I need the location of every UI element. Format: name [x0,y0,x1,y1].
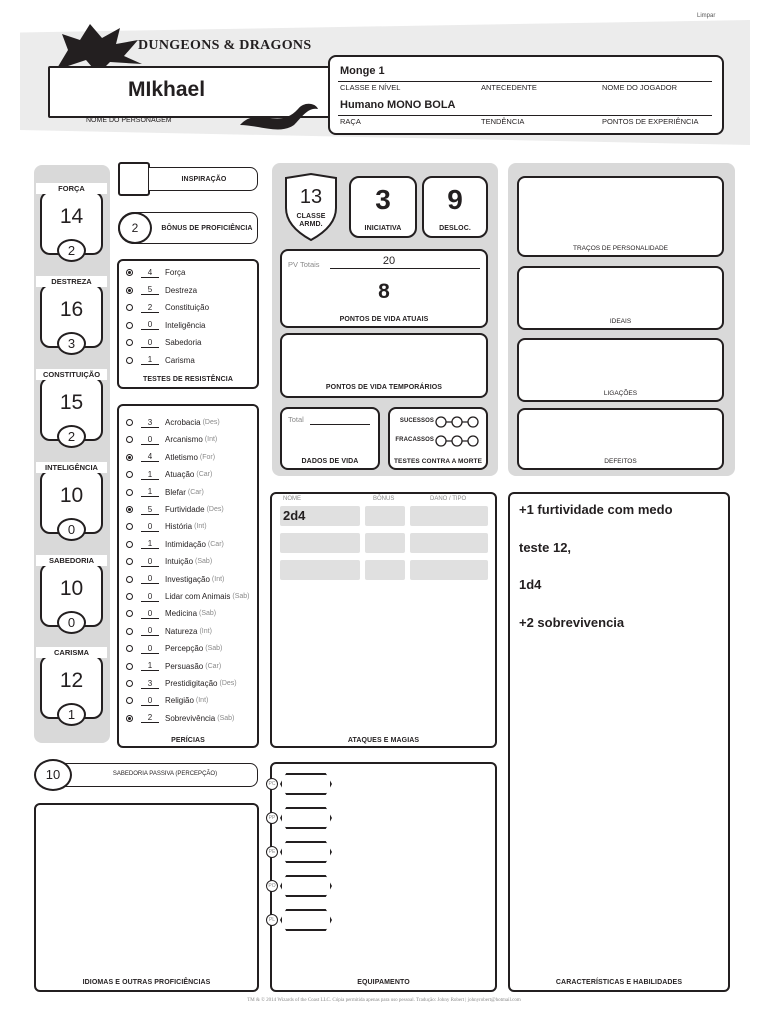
attack-damage[interactable] [410,533,488,553]
proficiency-dot[interactable] [126,628,133,635]
skill-value[interactable]: 5 [141,505,159,515]
skill-row[interactable] [126,466,212,483]
languages-title: IDIOMAS E OUTRAS PROFICIÊNCIAS [82,979,211,986]
ability-modifier[interactable]: 0 [57,518,86,541]
skill-value[interactable]: 0 [141,522,159,532]
skill-label: Investigação [165,574,210,584]
attack-damage[interactable] [410,560,488,580]
attack-bonus[interactable] [365,560,405,580]
initiative-value[interactable]: 3 [375,184,391,215]
player-name-label: NOME DO JOGADOR [602,83,678,92]
ability-name: SABEDORIA [36,555,107,566]
current-hp-value[interactable]: 8 [378,280,390,303]
skill-ability: (Car) [205,662,222,670]
personality-label: TRAÇOS DE PERSONALIDADE [573,245,668,252]
skill-row[interactable] [126,414,220,431]
skill-value[interactable]: 3 [141,418,159,428]
armor-class-value[interactable]: 13 [299,186,323,208]
death-success-3 [468,417,478,427]
death-saves-circles [435,414,479,450]
saving-throw-row[interactable] [126,264,185,281]
attack-bonus[interactable] [365,506,405,526]
saving-throw-label: Constituição [165,303,210,312]
skill-value[interactable]: 1 [141,539,159,549]
saving-throw-value[interactable]: 5 [141,285,159,295]
skill-ability: (Des) [202,419,220,426]
skill-label: Arcanismo [165,435,203,445]
character-name[interactable]: MIkhael [128,78,206,101]
proficiency-value[interactable]: 2 [118,212,152,244]
proficiency-dot[interactable] [126,523,133,530]
equipment-title: EQUIPAMENTO [357,979,410,986]
skill-ability: (Sab) [199,610,217,618]
inspiration-checkbox[interactable] [118,162,150,196]
features-title: CARACTERÍSTICAS E HABILIDADES [555,979,683,986]
saving-throw-value[interactable]: 2 [141,303,159,313]
attack-bonus-header: BÔNUS [373,496,395,502]
attack-damage-header: DANO / TIPO [430,496,467,502]
skill-label: Lidar com Animais [165,592,231,601]
skill-ability: (Sab) [232,593,250,600]
skills-list [126,414,256,726]
skill-row[interactable] [126,658,221,675]
skill-row[interactable] [126,710,234,727]
skill-ability: (Sab) [205,645,223,653]
skill-value[interactable]: 2 [141,713,159,723]
ability-5 [40,647,103,731]
saving-throw-row[interactable] [126,282,197,299]
skill-row[interactable] [126,431,217,448]
info-line [338,115,712,116]
death-success-2 [452,417,462,427]
proficiency-dot[interactable] [126,454,133,461]
proficiency-dot[interactable] [126,269,133,276]
skill-row[interactable] [126,675,237,692]
skill-value[interactable]: 0 [141,644,159,654]
saving-throw-label: Sabedoria [165,338,202,347]
speed-value[interactable]: 9 [447,184,463,215]
background-label: ANTECEDENTE [481,83,537,92]
saving-throw-row[interactable] [126,317,205,334]
personality-label: DEFEITOS [604,458,637,465]
feature-line: teste 12, [519,539,572,555]
skill-label: Atuação [165,470,195,480]
feature-line: +2 sobrevivencia [519,614,625,630]
attacks-title: ATAQUES E MAGIAS [347,737,420,744]
skill-value[interactable]: 0 [141,557,159,567]
alignment-label: TENDÊNCIA [481,117,525,126]
passive-perception-value[interactable]: 10 [34,759,72,791]
ability-score[interactable]: 14 [59,205,84,228]
skill-label: Acrobacia [165,418,201,427]
initiative-label: INICIATIVA [364,225,402,232]
ability-2 [40,369,103,453]
skill-row[interactable] [126,571,224,588]
saving-throw-row[interactable] [126,299,209,316]
proficiency-dot[interactable] [126,593,133,600]
skill-value[interactable]: 0 [141,435,159,445]
ability-name: DESTREZA [36,276,107,287]
skill-ability: (Car) [187,488,204,496]
skill-ability: (Sab) [217,714,235,722]
speed-label: DESLOC. [439,225,471,232]
proficiency-dot[interactable] [126,339,133,346]
skill-label: Furtividade [165,505,205,514]
xp-label: PONTOS DE EXPERIÊNCIA [602,117,699,126]
skill-ability: (For) [199,453,216,461]
class-level-label: CLASSE E NÍVEL [340,83,401,92]
death-failure-3 [468,436,478,446]
skill-row[interactable] [126,449,215,466]
death-failure-2 [452,436,462,446]
saving-throw-value[interactable]: 0 [141,338,159,348]
languages-box[interactable] [34,803,259,992]
ability-0 [40,183,103,267]
ability-name: INTELIGÊNCIA [36,462,107,473]
skill-row[interactable] [126,484,204,501]
saving-throws-list [126,264,256,369]
coin-label: PL [266,914,278,926]
ability-modifier[interactable]: 0 [57,611,86,634]
skill-row[interactable] [126,640,222,657]
death-saves-label: TESTES CONTRA A MORTE [393,458,483,465]
proficiency-dot[interactable] [126,506,133,513]
coin-slot-pc[interactable] [280,773,332,795]
skill-row[interactable] [126,588,249,605]
proficiency-dot[interactable] [126,576,133,583]
skill-ability: (Car) [196,471,213,479]
coin-label: PC [266,778,278,790]
coin-slot-pl[interactable] [280,909,332,931]
proficiency-dot[interactable] [126,645,133,652]
saving-throw-label: Carisma [165,355,195,365]
skill-value[interactable]: 4 [141,452,159,462]
skill-label: Intuição [165,557,194,567]
info-line [338,81,712,82]
proficiency-label: BÔNUS DE PROFICIÊNCIA [161,225,253,232]
ability-score[interactable]: 10 [59,484,84,507]
proficiency-dot[interactable] [126,436,133,443]
skill-ability: (Int) [199,627,212,635]
hit-dice-label: DADOS DE VIDA [301,458,359,465]
skill-row[interactable] [126,501,224,518]
skill-label: Religião [165,696,194,706]
skill-ability: (Int) [194,523,207,531]
ability-score[interactable]: 15 [59,391,84,414]
skill-row[interactable] [126,623,212,640]
hit-dice-total-line [310,424,370,425]
skill-label: Persuasão [165,661,204,671]
ability-name: CARISMA [36,647,107,658]
skill-ability: (Sab) [195,558,213,566]
skill-value[interactable]: 0 [141,609,159,619]
saving-throw-label: Força [165,268,186,277]
footer-copyright: TM & © 2014 Wizards of the Coast LLC. Cópia permitida apenas para uso pessoal. Tradução: Johny Robert | johnyrobert@hotmail.com [247,998,521,1003]
skill-row[interactable] [126,605,216,622]
saving-throw-label: Inteligência [165,320,206,330]
proficiency-dot[interactable] [126,489,133,496]
clear-link[interactable]: Limpar [697,13,716,19]
attack-bonus[interactable] [365,533,405,553]
attacks-box [270,492,497,748]
proficiency-dot[interactable] [126,610,133,617]
death-success-1 [436,417,446,427]
dragon-tail-icon [238,95,320,135]
race-value[interactable]: Humano MONO BOLA [340,99,456,111]
death-saves-failures-label: FRACASSOS [395,437,434,443]
armor-class-label-line2: ARMD. [299,221,323,228]
feature-line: 1d4 [519,577,542,592]
class-level-value[interactable]: Monge 1 [340,65,385,77]
current-hp-label: PONTOS DE VIDA ATUAIS [339,316,429,323]
proficiency-dot[interactable] [126,663,133,670]
proficiency-dot[interactable] [126,558,133,565]
skill-label: Intimidação [165,539,206,549]
hit-dice-total-label: Total [288,415,304,424]
ability-score[interactable]: 12 [59,669,84,692]
armor-class-label-line1: CLASSE [296,213,326,220]
skill-ability: (Des) [206,506,224,513]
skill-label: Blefar [165,487,186,497]
proficiency-dot[interactable] [126,715,133,722]
saving-throw-value[interactable]: 4 [141,268,159,278]
max-hp-line [330,268,480,269]
ability-1 [40,276,103,360]
skill-row[interactable] [126,692,208,709]
proficiency-dot[interactable] [126,419,133,426]
max-hp-value[interactable]: 20 [382,255,396,267]
ability-name: CONSTITUIÇÃO [36,369,107,380]
attack-name[interactable] [280,533,360,553]
death-failure-1 [436,436,446,446]
death-saves-successes-label: SUCESSOS [399,418,434,424]
ability-name: FORÇA [36,183,107,194]
coin-label: PO [266,880,278,892]
ability-modifier[interactable]: 2 [57,425,86,448]
saving-throws-title: TESTES DE RESISTÊNCIA [142,376,233,383]
saving-throw-label: Destreza [165,285,198,295]
skill-label: Percepção [165,644,204,654]
attack-name[interactable]: 2d4 [280,506,360,526]
personality-label: IDEAIS [609,318,632,325]
coin-slot-pp[interactable] [280,807,332,829]
brand-logo: DUNGEONS & DRAGONS [138,38,312,53]
skill-label: Natureza [165,626,198,636]
proficiency-dot[interactable] [126,541,133,548]
skill-value[interactable]: 0 [141,626,159,636]
skill-value[interactable]: 1 [141,487,159,497]
saving-throw-value[interactable]: 1 [141,355,159,365]
proficiency-dot[interactable] [126,471,133,478]
ability-modifier[interactable]: 1 [57,703,86,726]
ability-score[interactable]: 10 [59,577,84,600]
skill-label: Sobrevivência [165,713,216,723]
skill-value[interactable]: 1 [141,470,159,480]
character-name-label: NOME DO PERSONAGEM [86,117,172,124]
attack-name[interactable] [280,560,360,580]
skill-ability: (Des) [219,680,237,687]
attack-damage[interactable] [410,506,488,526]
ability-4 [40,555,103,639]
skill-row[interactable] [126,553,212,570]
saving-throw-row[interactable] [126,352,195,369]
inspiration-label: INSPIRAÇÃO [181,176,227,183]
ability-modifier[interactable]: 3 [57,332,86,355]
skills-title: PERÍCIAS [171,737,205,744]
skill-label: Prestidigitação [165,679,218,688]
coin-label: PE [266,846,278,858]
proficiency-dot[interactable] [126,287,133,294]
skill-value[interactable]: 0 [141,574,159,584]
max-hp-label: PV Totais [288,260,320,269]
proficiency-dot[interactable] [126,697,133,704]
ability-score[interactable]: 16 [59,298,84,321]
ability-3 [40,462,103,546]
proficiency-dot[interactable] [126,680,133,687]
proficiency-dot[interactable] [126,322,133,329]
skill-ability: (Car) [207,540,224,548]
skill-ability: (Int) [211,575,225,583]
skill-label: Atletismo [165,452,198,462]
saving-throw-value[interactable]: 0 [141,320,159,330]
skill-value[interactable]: 0 [141,592,159,602]
proficiency-dot[interactable] [126,304,133,311]
proficiency-dot[interactable] [126,357,133,364]
skill-value[interactable]: 0 [141,696,159,706]
feature-line: +1 furtividade com medo [519,502,673,517]
armor-class-label [282,213,340,229]
skill-value[interactable]: 1 [141,661,159,671]
skill-ability: (Int) [195,697,209,705]
coin-label: PP [266,812,278,824]
saving-throw-row[interactable] [126,334,201,351]
skill-label: Medicina [165,609,198,619]
personality-label: LIGAÇÕES [603,390,638,397]
ability-modifier[interactable]: 2 [57,239,86,262]
skill-row[interactable] [126,518,207,535]
skill-row[interactable] [126,536,224,553]
coin-slot-po[interactable] [280,875,332,897]
skill-label: História [165,522,193,532]
attack-name-header: NOME [283,496,301,502]
race-label: RAÇA [340,117,361,126]
temporary-hp-label: PONTOS DE VIDA TEMPORÁRIOS [325,384,443,391]
skill-value[interactable]: 3 [141,679,159,689]
skill-ability: (Int) [204,436,218,444]
coin-slot-pe[interactable] [280,841,332,863]
features-box[interactable] [508,492,730,992]
passive-perception-label: SABEDORIA PASSIVA (PERCEPÇÃO) [112,771,218,777]
